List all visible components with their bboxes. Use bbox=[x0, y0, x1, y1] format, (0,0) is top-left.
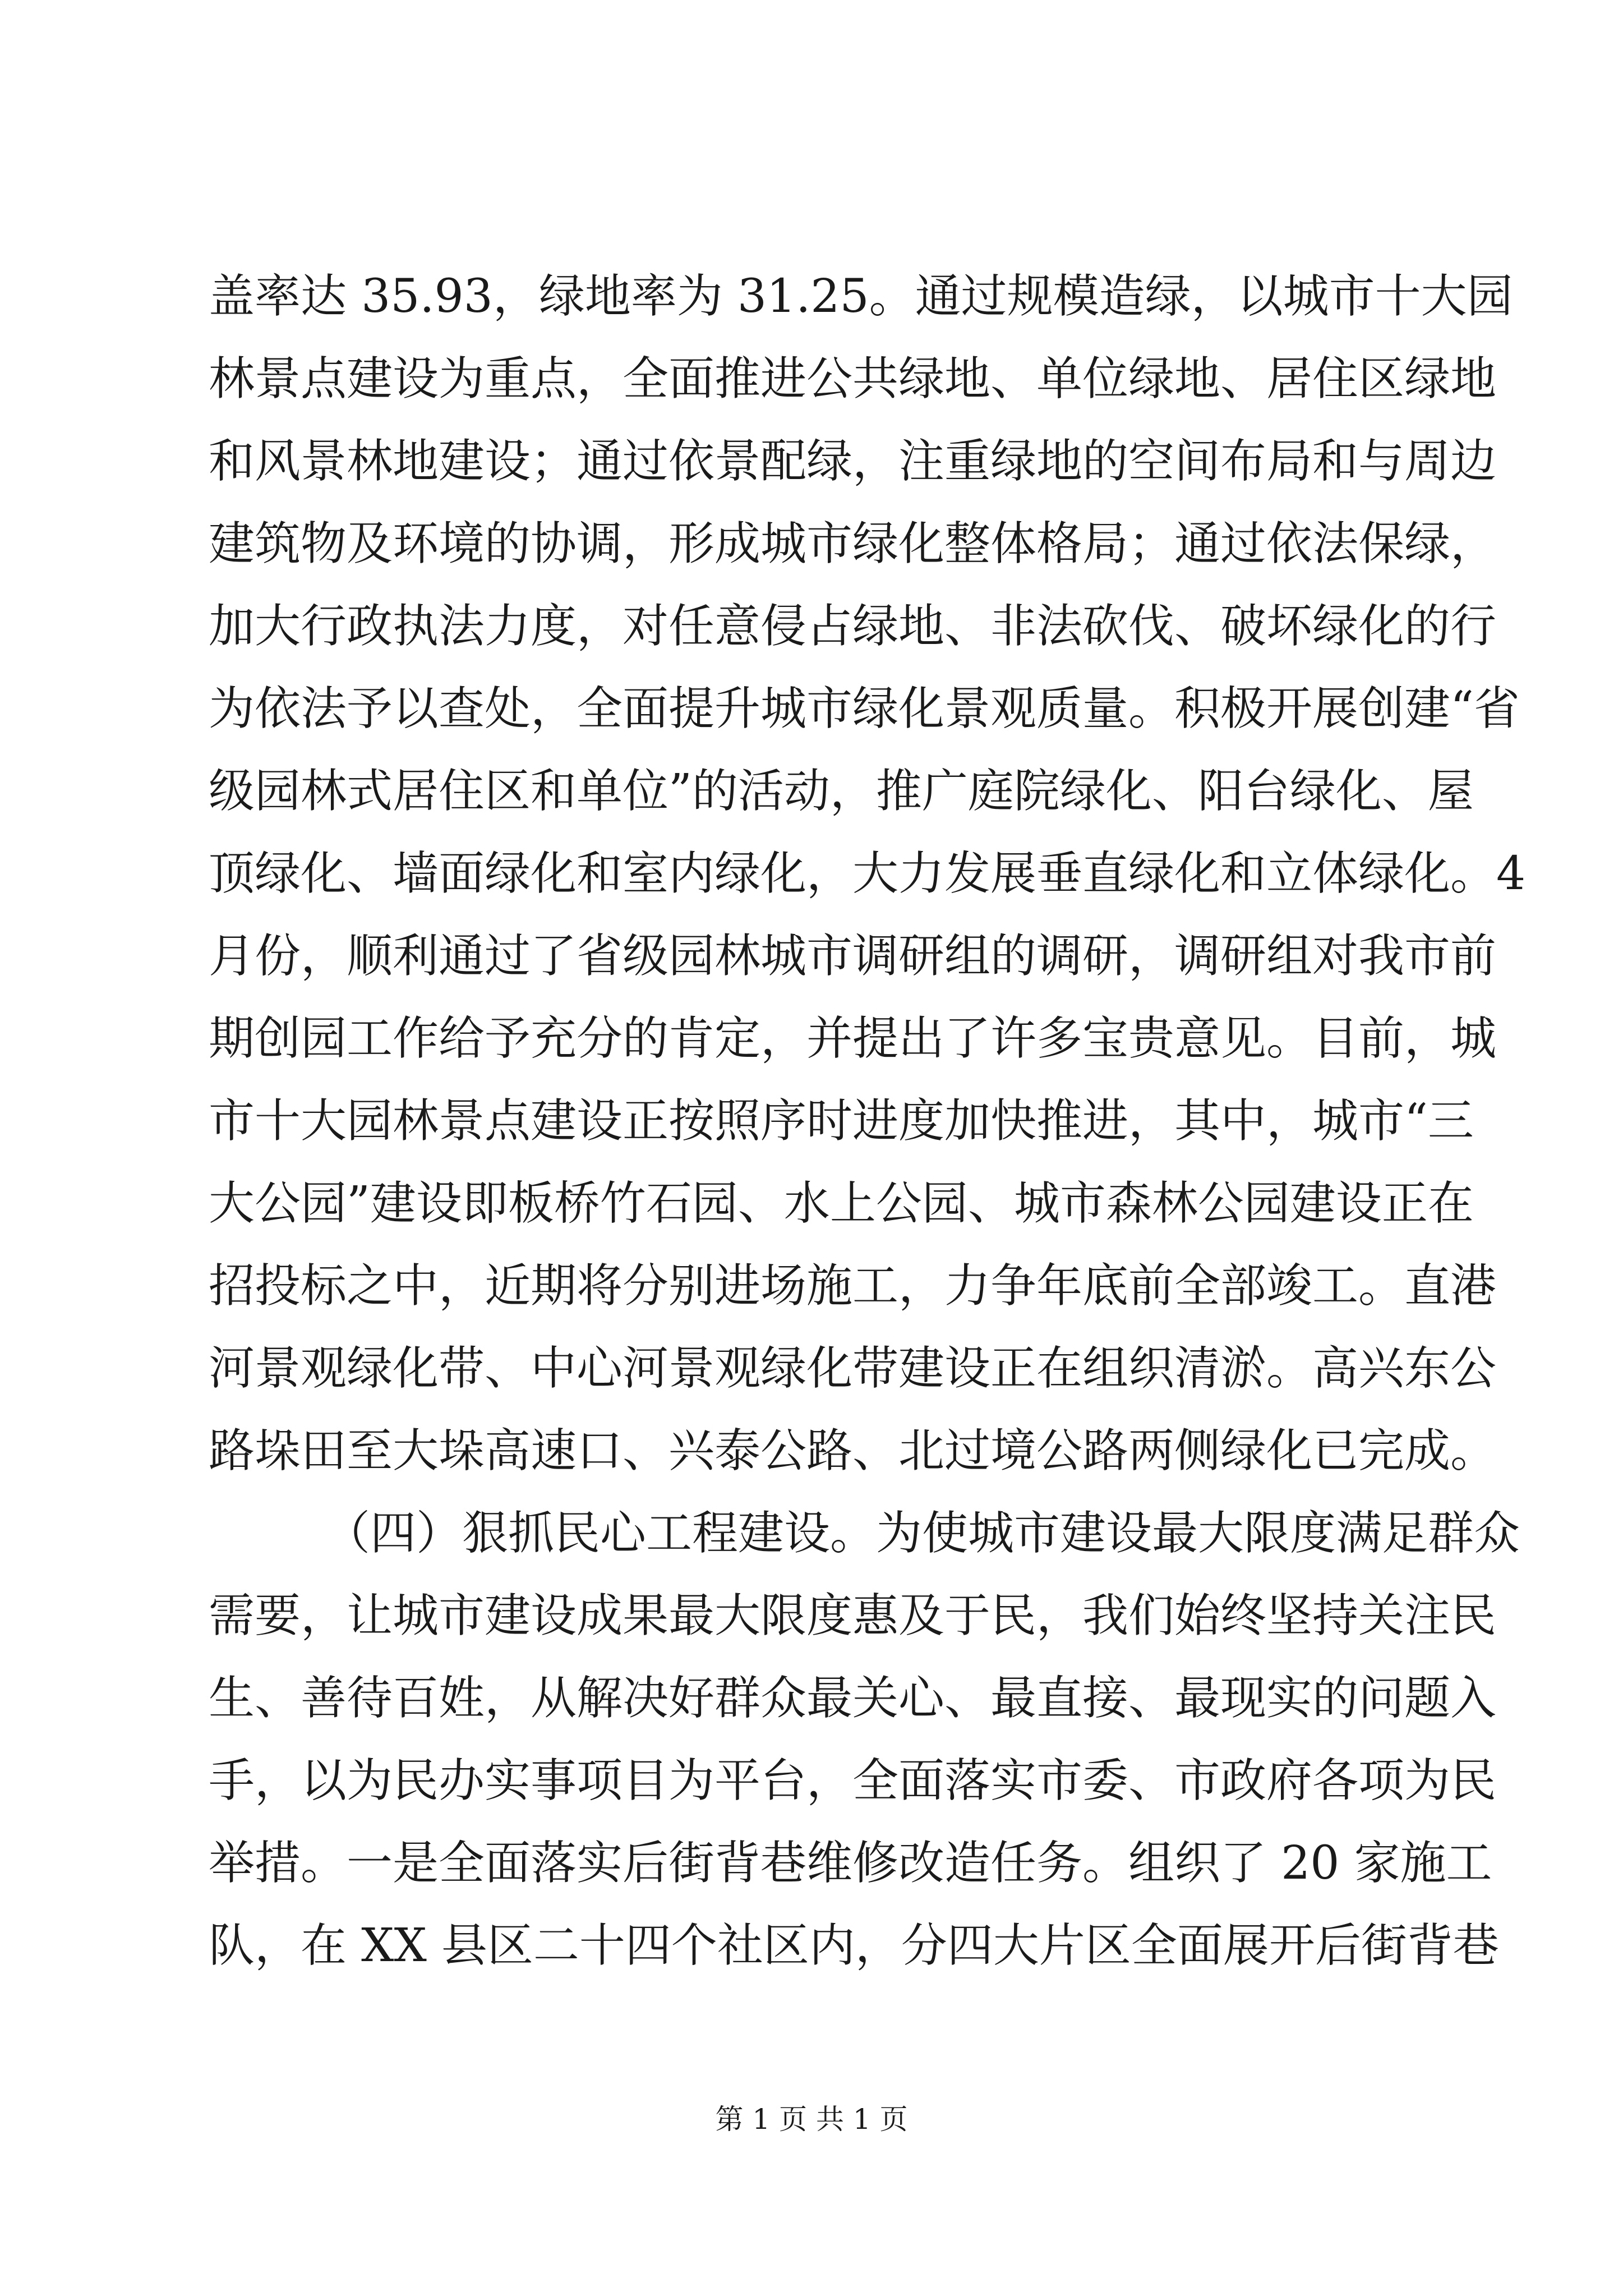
text-line: 大公园”建设即板桥竹石园、水上公园、城市森林公园建设正在 bbox=[209, 1177, 1474, 1230]
text-line: 手，以为民办实事项目为平台，全面落实市委、市政府各项为民 bbox=[209, 1754, 1497, 1807]
text-line: 为依法予以查处，全面提升城市绿化景观质量。积极开展创建“省 bbox=[209, 682, 1520, 735]
text-line: 需要，让城市建设成果最大限度惠及于民，我们始终坚持关注民 bbox=[209, 1589, 1497, 1642]
page-footer: 第 1 页 共 1 页 bbox=[715, 2103, 908, 2136]
text-line: 河景观绿化带、中心河景观绿化带建设正在组织清淤。高兴东公 bbox=[209, 1342, 1497, 1395]
text-line: （四）狠抓民心工程建设。为使城市建设最大限度满足群众 bbox=[324, 1507, 1520, 1560]
text-line: 市十大园林景点建设正按照序时进度加快推进，其中，城市“三 bbox=[209, 1094, 1474, 1148]
text-line: 加大行政执法力度，对任意侵占绿地、非法砍伐、破坏绿化的行 bbox=[209, 600, 1497, 653]
text-line: 顶绿化、墙面绿化和室内绿化，大力发展垂直绿化和立体绿化。4 bbox=[209, 847, 1526, 900]
body-text bbox=[209, 255, 1526, 1987]
text-line: 级园林式居住区和单位”的活动，推广庭院绿化、阳台绿化、屋 bbox=[209, 765, 1474, 818]
text-line: 队，在 XX 县区二十四个社区内，分四大片区全面展开后街背巷 bbox=[209, 1919, 1499, 1972]
text-line: 和风景林地建设；通过依景配绿，注重绿地的空间布局和与周边 bbox=[209, 435, 1497, 488]
text-line: 路垛田至大垛高速口、兴泰公路、北过境公路两侧绿化已完成。 bbox=[209, 1424, 1497, 1478]
text-line: 期创园工作给予充分的肯定，并提出了许多宝贵意见。目前，城 bbox=[209, 1012, 1497, 1065]
text-line: 盖率达 35.93，绿地率为 31.25。通过规模造绿，以城市十大园 bbox=[209, 270, 1513, 323]
text-line: 林景点建设为重点，全面推进公共绿地、单位绿地、居住区绿地 bbox=[209, 352, 1497, 406]
text-line: 建筑物及环境的协调，形成城市绿化整体格局；通过依法保绿， bbox=[209, 517, 1497, 570]
text-line: 招投标之中，近期将分别进场施工，力争年底前全部竣工。直港 bbox=[209, 1259, 1497, 1313]
text-line: 举措。一是全面落实后街背巷维修改造任务。组织了 20 家施工 bbox=[209, 1837, 1492, 1890]
text-line: 生、善待百姓，从解决好群众最关心、最直接、最现实的问题入 bbox=[209, 1672, 1497, 1725]
text-line: 月份，顺利通过了省级园林城市调研组的调研，调研组对我市前 bbox=[209, 930, 1497, 983]
